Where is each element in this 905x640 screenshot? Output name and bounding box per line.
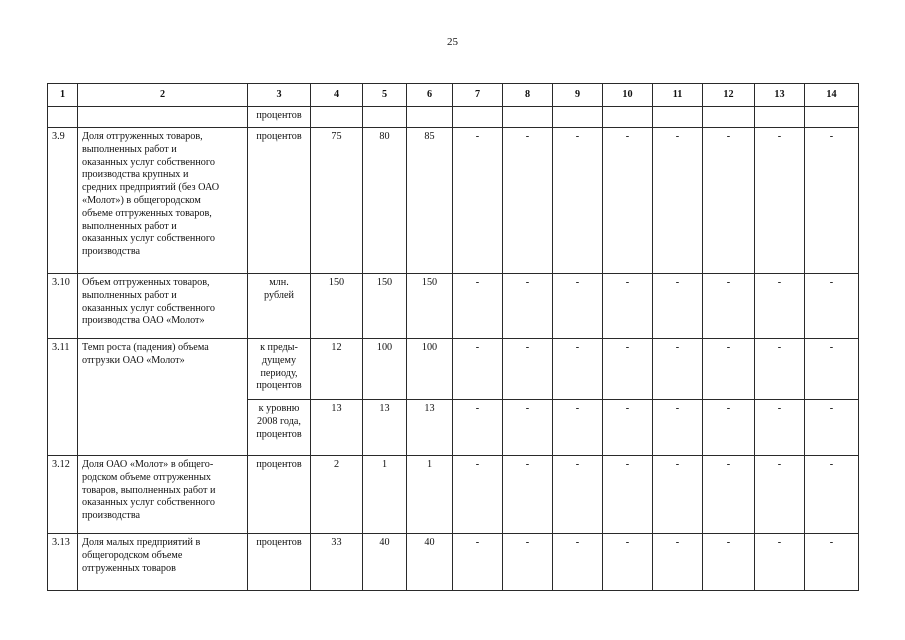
value-cell: 12 [311,339,363,400]
table-row [48,456,859,534]
column-number-1: 1 [48,84,78,107]
value-cell: - [603,274,653,339]
value-cell: 13 [407,400,453,456]
value-cell: 1 [407,456,453,534]
indicator-table [47,83,859,591]
value-cell: - [755,534,805,591]
value-cell: - [703,400,755,456]
value-cell: 2 [311,456,363,534]
value-cell: - [755,339,805,400]
value-cell: - [603,339,653,400]
column-number-11: 11 [653,84,703,107]
column-number-7: 7 [453,84,503,107]
empty-cell [805,107,859,128]
value-cell: - [503,339,553,400]
indicator-code: 3.13 [48,534,78,591]
unit-cell: процентов [248,107,311,128]
unit-cell: к преды- дущему периоду, процентов [248,339,311,400]
value-cell: - [653,534,703,591]
value-cell: 85 [407,128,453,274]
value-cell: - [553,534,603,591]
column-number-10: 10 [603,84,653,107]
column-number-row [48,84,859,107]
empty-cell [453,107,503,128]
value-cell: - [755,456,805,534]
column-number-5: 5 [363,84,407,107]
empty-cell [553,107,603,128]
indicator-code: 3.9 [48,128,78,274]
empty-cell [653,107,703,128]
value-cell: - [805,339,859,400]
value-cell: - [603,534,653,591]
indicator-description: Темп роста (падения) объема отгрузки ОАО «Молот» [78,339,248,456]
value-cell: 150 [363,274,407,339]
value-cell: 150 [311,274,363,339]
table-row [48,128,859,274]
column-number-14: 14 [805,84,859,107]
value-cell: - [553,128,603,274]
value-cell: - [603,128,653,274]
value-cell: 40 [363,534,407,591]
value-cell: - [653,400,703,456]
value-cell: - [453,534,503,591]
indicator-description: Доля ОАО «Молот» в общего- родском объеме отгруженных товаров, выполненных работ и оказанных услуг собственного производства [78,456,248,534]
value-cell: - [805,456,859,534]
unit-cell: к уровню 2008 года, процентов [248,400,311,456]
value-cell: - [453,456,503,534]
value-cell: - [755,400,805,456]
value-cell: - [703,456,755,534]
value-cell: - [503,456,553,534]
indicator-description: Доля малых предприятий в общегородском объеме отгруженных товаров [78,534,248,591]
value-cell: 13 [311,400,363,456]
value-cell: - [453,339,503,400]
column-number-8: 8 [503,84,553,107]
value-cell: - [553,339,603,400]
column-number-6: 6 [407,84,453,107]
value-cell: - [503,534,553,591]
value-cell: - [553,274,603,339]
table-row [48,339,859,400]
value-cell: - [805,534,859,591]
empty-cell [78,107,248,128]
value-cell: 33 [311,534,363,591]
value-cell: - [553,400,603,456]
value-cell: 80 [363,128,407,274]
value-cell: - [703,534,755,591]
unit-cell: процентов [248,534,311,591]
value-cell: - [503,128,553,274]
value-cell: - [703,128,755,274]
column-number-3: 3 [248,84,311,107]
value-cell: - [653,456,703,534]
indicator-code: 3.10 [48,274,78,339]
unit-cell: процентов [248,456,311,534]
unit-cell: млн. рублей [248,274,311,339]
value-cell: - [503,274,553,339]
column-number-9: 9 [553,84,603,107]
value-cell: - [453,274,503,339]
value-cell: - [503,400,553,456]
value-cell: - [755,274,805,339]
empty-cell [48,107,78,128]
column-number-13: 13 [755,84,805,107]
column-number-2: 2 [78,84,248,107]
unit-cell: процентов [248,128,311,274]
column-number-12: 12 [703,84,755,107]
table-row [48,274,859,339]
value-cell: 100 [407,339,453,400]
indicator-description: Объем отгруженных товаров, выполненных работ и оказанных услуг собственного производства ОАО «Молот» [78,274,248,339]
value-cell: - [805,274,859,339]
table-body [48,84,859,591]
value-cell: - [653,128,703,274]
value-cell: - [653,274,703,339]
indicator-description: Доля отгруженных товаров, выполненных работ и оказанных услуг собственного производства крупных и средних предприятий (без ОАО «Молот») в общегородском объеме отгруженных товаров, выполненных работ и оказанных услуг собственного производства [78,128,248,274]
empty-cell [755,107,805,128]
value-cell: - [453,400,503,456]
value-cell: 150 [407,274,453,339]
empty-cell [603,107,653,128]
continuation-row [48,107,859,128]
page-number: 25 [447,36,458,48]
empty-cell [363,107,407,128]
empty-cell [311,107,363,128]
indicator-code: 3.12 [48,456,78,534]
empty-cell [407,107,453,128]
value-cell: 40 [407,534,453,591]
value-cell: - [703,274,755,339]
empty-cell [503,107,553,128]
value-cell: - [553,456,603,534]
value-cell: - [603,400,653,456]
value-cell: - [453,128,503,274]
indicator-code: 3.11 [48,339,78,456]
value-cell: - [805,128,859,274]
empty-cell [703,107,755,128]
value-cell: - [805,400,859,456]
value-cell: 75 [311,128,363,274]
table-row [48,534,859,591]
column-number-4: 4 [311,84,363,107]
value-cell: - [653,339,703,400]
value-cell: - [703,339,755,400]
value-cell: 100 [363,339,407,400]
value-cell: - [755,128,805,274]
value-cell: - [603,456,653,534]
value-cell: 13 [363,400,407,456]
value-cell: 1 [363,456,407,534]
